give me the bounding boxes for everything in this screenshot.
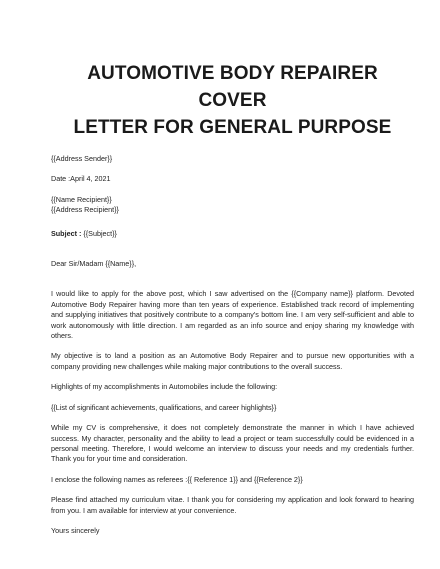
title-line-2: LETTER FOR GENERAL PURPOSE (73, 117, 392, 138)
paragraph-referees: I enclose the following names as referees :{{ Reference 1}} and {{Reference 2}} (51, 474, 303, 484)
paragraph-achievements: {{List of significant achievements, qualifications, and career highlights}} (51, 402, 277, 412)
title-line-1: AUTOMOTIVE BODY REPAIRER COVER (87, 63, 378, 111)
paragraph-highlights: Highlights of my accomplishments in Automobiles include the following: (51, 382, 278, 392)
salutation: Dear Sir/Madam {{Name}}, (51, 259, 137, 269)
paragraph-attachment: Please find attached my curriculum vitae. I thank you for considering my application and look forward to hearing from you. I am available for interview at your convenience. (51, 495, 414, 515)
subject-value: {{Subject}} (81, 228, 117, 238)
document-title (51, 60, 414, 141)
paragraph-cv: While my CV is comprehensive, it does not completely demonstrate the manner in which I have achieved success. My character, personality and the ability to lead a project or team successfully could be evidenced in a personal meeting. Therefore, I would welcome an interview to discuss your needs and my credentials further. Thank you for your time and consideration. (51, 423, 414, 464)
subject-label: Subject : (51, 228, 82, 238)
paragraph-intro: I would like to apply for the above post, which I saw advertised on the {{Company name}} platform. Devoted Automotive Body Repairer having more than ten years of experience. Established track record of implementing and supplying initiatives that positively contribute to a company's bottom line. I am very self-sufficient and able to work autonomously with little direction. I am regarded as an info source and enjoy sharing my knowledge with others. (51, 289, 414, 341)
date-line: Date :April 4, 2021 (51, 174, 111, 184)
address-sender: {{Address Sender}} (51, 154, 113, 163)
subject-line (51, 229, 414, 239)
closing: Yours sincerely (51, 525, 100, 535)
name-recipient: {{Name Recipient}} (51, 194, 112, 204)
address-recipient: {{Address Recipient}} (51, 205, 119, 215)
paragraph-objective: My objective is to land a position as an Automotive Body Repairer and to pursue new opportunities with a company providing new challenges while making major contributions to the overall success. (51, 351, 414, 371)
